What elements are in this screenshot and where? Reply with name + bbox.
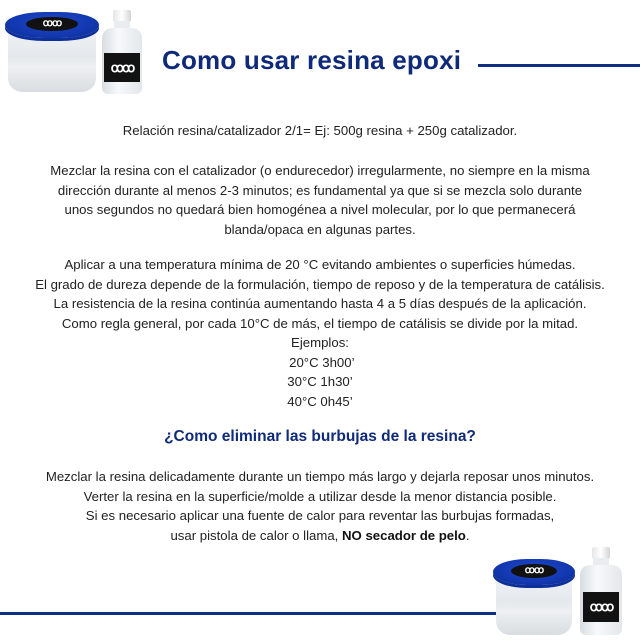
text-line: Verter la resina en la superficie/molde a utilizar desde la menor distancia posible. xyxy=(83,488,557,504)
page-title: Como usar resina epoxi xyxy=(162,45,462,75)
text-line: Mezclar la resina con el catalizador (o endurecedor) irregularmente, no siempre en la misma xyxy=(50,163,590,178)
ratio-line: Relación resina/catalizador 2/1= Ej: 500g resina + 250g catalizador. xyxy=(122,123,518,138)
bubbles-paragraph xyxy=(0,467,640,545)
title-divider xyxy=(478,64,640,67)
warning-text: NO secador de pelo xyxy=(342,527,466,543)
jar-logo-icon: ꝏꝏ xyxy=(511,564,557,578)
product-image-top xyxy=(8,6,158,98)
text-line: Mezclar la resina delicadamente durante un tiempo más largo y dejarla reposar unos minutos. xyxy=(45,469,595,484)
catalyst-bottle-image xyxy=(102,10,142,94)
bottle-logo-icon: ꝏꝏ xyxy=(104,53,139,82)
jar-lid xyxy=(5,12,99,38)
resin-jar-image xyxy=(496,553,572,639)
temperature-paragraph xyxy=(0,255,640,411)
bottle-body xyxy=(102,28,142,94)
example-item: 20°C 3h00’ xyxy=(285,354,355,370)
jar-lid xyxy=(493,559,575,585)
final-line-prefix: usar pistola de calor o llama, xyxy=(170,527,342,543)
example-item: 30°C 1h30’ xyxy=(287,374,353,389)
section-subtitle: ¿Como eliminar las burbujas de la resina? xyxy=(164,428,476,445)
text-line: Como regla general, por cada 10°C de más, el tiempo de catálisis se divide por la mitad. xyxy=(61,315,579,331)
jar-logo-icon: ꝏꝏ xyxy=(26,17,79,31)
product-image-bottom xyxy=(494,545,640,640)
bottle-logo-icon: ꝏꝏ xyxy=(583,592,620,623)
examples-label: Ejemplos: xyxy=(291,335,349,350)
catalyst-bottle-image xyxy=(580,547,622,635)
text-line: La resistencia de la resina continúa aumentando hasta 4 a 5 días después de la aplicación. xyxy=(53,296,587,311)
ratio-paragraph xyxy=(0,121,640,141)
example-item: 40°C 0h45’ xyxy=(287,393,353,409)
bottom-divider xyxy=(0,612,500,615)
text-line: unos segundos no quedará bien homogénea a nivel molecular, por lo que permanecerá xyxy=(64,202,576,217)
final-line-suffix: . xyxy=(465,527,470,543)
bottle-body xyxy=(580,565,622,635)
text-line: blanda/opaca en algunas partes. xyxy=(224,221,416,237)
text-line: dirección durante al menos 2-3 minutos; es fundamental ya que si se mezcla solo durante xyxy=(57,182,583,198)
text-line: Aplicar a una temperatura mínima de 20 °C evitando ambientes o superficies húmedas. xyxy=(64,257,576,272)
mixing-paragraph xyxy=(0,161,640,239)
text-line: El grado de dureza depende de la formulación, tiempo de reposo y de la temperatura de catálisis. xyxy=(35,276,605,292)
text-line: Si es necesario aplicar una fuente de calor para reventar las burbujas formadas, xyxy=(85,508,555,523)
resin-jar-image xyxy=(8,6,96,98)
text-line-final xyxy=(0,526,640,546)
